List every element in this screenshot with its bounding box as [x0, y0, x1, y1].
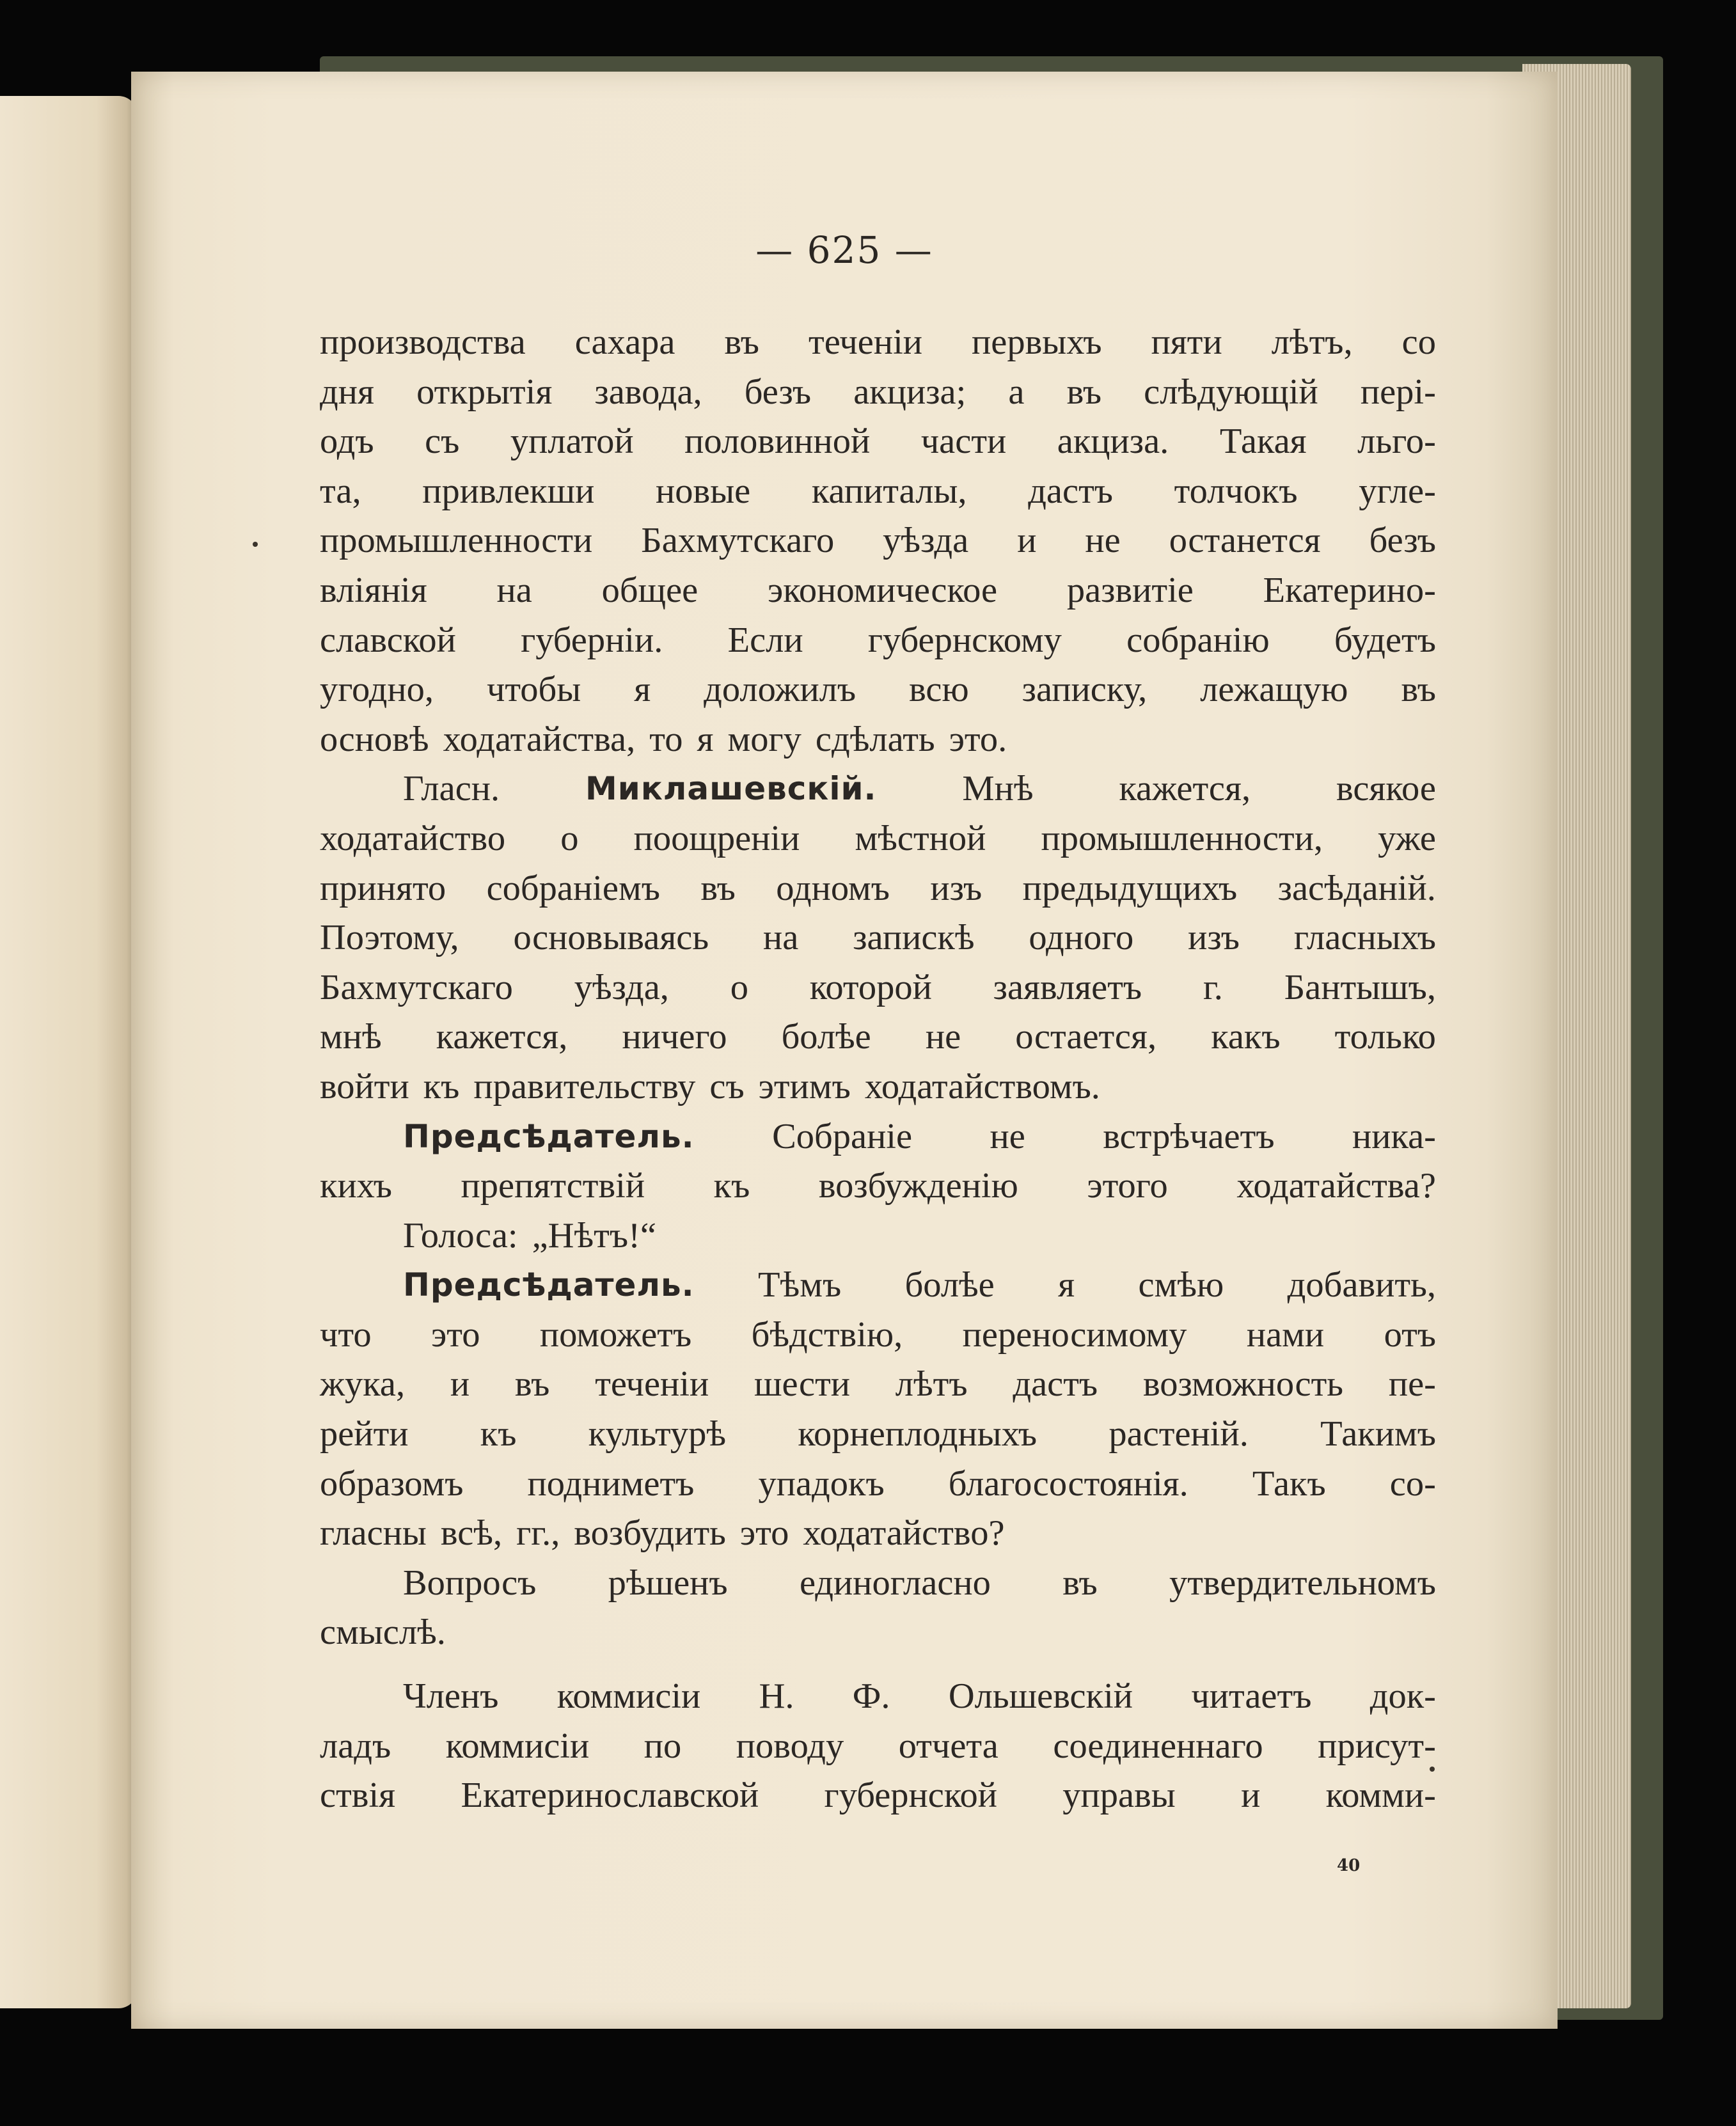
word: Екатерино-	[1263, 570, 1436, 610]
word: соединеннаго	[1053, 1726, 1263, 1766]
word: отчета	[898, 1726, 998, 1766]
word: Такъ	[1252, 1463, 1326, 1504]
word: присут-	[1318, 1726, 1436, 1766]
word: могу	[727, 719, 801, 759]
word: останется	[1169, 521, 1321, 561]
word: я	[634, 670, 651, 710]
word: растеній.	[1109, 1414, 1249, 1454]
word: уѣзда,	[574, 967, 669, 1007]
word: г.	[1203, 967, 1223, 1007]
text-line	[320, 1360, 1436, 1410]
word: ствія	[320, 1776, 396, 1816]
word: не	[1085, 521, 1121, 561]
text-line	[320, 963, 1436, 1013]
word: это	[739, 1513, 789, 1554]
word: уѣзда	[883, 521, 969, 561]
text-line	[320, 864, 1436, 914]
word: со	[1401, 322, 1436, 362]
word: основѣ	[320, 719, 429, 759]
word: та,	[320, 471, 361, 511]
word: корнеплодныхъ	[798, 1414, 1038, 1454]
paragraph-gap	[320, 1658, 1436, 1672]
word: Гласн.	[403, 769, 500, 809]
word: губернской	[824, 1776, 997, 1816]
word: и	[1017, 521, 1037, 561]
word: этого	[1087, 1166, 1168, 1206]
text-line	[320, 1559, 1436, 1609]
word: засѣданій.	[1277, 868, 1436, 908]
word: губерніи.	[521, 620, 663, 660]
word: съ	[709, 1066, 745, 1106]
word: Ф.	[852, 1676, 890, 1717]
word: части	[920, 421, 1007, 462]
word: предыдущихъ	[1022, 868, 1238, 908]
word: Бахмутскаго	[320, 967, 513, 1007]
word: остается,	[1015, 1017, 1157, 1057]
word: это	[431, 1314, 480, 1355]
text-line	[320, 1509, 1436, 1559]
word: одного	[1029, 918, 1134, 958]
word: что	[320, 1314, 372, 1355]
word: рѣшенъ	[608, 1563, 728, 1603]
word: Вопросъ	[403, 1563, 537, 1603]
text-line	[320, 1112, 1436, 1162]
word: ника-	[1352, 1116, 1436, 1156]
text-line	[320, 1311, 1436, 1360]
text-line	[320, 318, 1436, 368]
ink-speck	[253, 542, 258, 547]
word: запискѣ	[853, 918, 975, 958]
word: лежащую	[1200, 670, 1348, 710]
word: какъ	[1211, 1017, 1281, 1057]
word: губернскому	[867, 620, 1062, 660]
word: къ	[713, 1166, 750, 1206]
word: собранію	[1126, 620, 1270, 660]
word: комми-	[1325, 1776, 1436, 1816]
word: препятствій	[461, 1166, 645, 1206]
page-number: — 625 —	[755, 228, 933, 272]
word: уже	[1378, 818, 1436, 858]
word: пяти	[1151, 322, 1222, 362]
word: основываясь	[513, 918, 709, 958]
word: только	[1334, 1017, 1436, 1057]
word: Тѣмъ	[758, 1265, 842, 1305]
ink-speck	[1430, 1767, 1435, 1772]
text-line	[320, 1771, 1436, 1821]
text-line	[320, 764, 1436, 814]
text-line	[320, 1722, 1436, 1772]
text-line	[320, 368, 1436, 418]
word: дня	[320, 372, 374, 412]
word: теченіи	[595, 1364, 709, 1405]
word: Н.	[759, 1676, 794, 1717]
word: войти	[320, 1066, 409, 1106]
word: гласныхъ	[1293, 918, 1436, 958]
text-line	[320, 1410, 1436, 1460]
word: по	[643, 1726, 682, 1766]
word: съ	[425, 421, 460, 462]
word: добавить,	[1287, 1265, 1436, 1305]
word: слѣдующій	[1144, 372, 1318, 412]
word: изъ	[1188, 918, 1240, 958]
word: о	[560, 818, 579, 858]
word: первыхъ	[972, 322, 1102, 362]
word: въ	[724, 322, 759, 362]
word: поводу	[736, 1726, 844, 1766]
word: ходатайства?	[1236, 1166, 1436, 1206]
text-line	[320, 1211, 1436, 1261]
word: ходатайство	[320, 818, 506, 858]
word: въ	[1401, 670, 1436, 710]
word: промышленности,	[1041, 818, 1323, 858]
word: развитіе	[1066, 570, 1194, 610]
word: культурѣ	[588, 1414, 727, 1454]
word: ничего	[622, 1017, 727, 1057]
word: а	[1008, 372, 1025, 412]
word: кихъ	[320, 1166, 392, 1206]
word: управы	[1062, 1776, 1176, 1816]
speaker-name: Предсѣдатель.	[403, 1117, 695, 1155]
text-line	[320, 715, 1436, 765]
word: теченіи	[809, 322, 923, 362]
word: акциза;	[853, 372, 967, 412]
word: одномъ	[776, 868, 890, 908]
word: док-	[1369, 1676, 1436, 1717]
word: уплатой	[510, 421, 634, 462]
word: общее	[601, 570, 698, 610]
word: упадокъ	[758, 1463, 885, 1504]
text-line	[320, 1012, 1436, 1062]
word: лѣтъ,	[1271, 322, 1353, 362]
word: всякое	[1336, 769, 1436, 809]
word: безъ	[744, 372, 812, 412]
word: льго-	[1357, 421, 1436, 462]
word: ходатайствомъ.	[864, 1066, 1100, 1106]
word: о	[730, 967, 748, 1007]
word: безъ	[1369, 521, 1436, 561]
text-line	[320, 1460, 1436, 1509]
word: правительству	[473, 1066, 696, 1106]
text-line	[320, 1608, 1436, 1658]
word: Ольшевскій	[948, 1676, 1133, 1717]
word: жука,	[320, 1364, 406, 1405]
text-line	[320, 1161, 1436, 1211]
word: записку,	[1022, 670, 1148, 710]
word: образомъ	[320, 1463, 464, 1504]
word: шести	[754, 1364, 850, 1405]
word: въ	[700, 868, 736, 908]
word: въ	[1062, 1563, 1098, 1603]
word: этимъ	[758, 1066, 851, 1106]
word: поможетъ	[539, 1314, 692, 1355]
text-line	[320, 566, 1436, 616]
page-text	[320, 318, 1436, 1821]
word: благосостоянія.	[948, 1463, 1188, 1504]
word: встрѣчаетъ	[1103, 1116, 1275, 1156]
word: читаетъ	[1191, 1676, 1312, 1717]
word: это.	[949, 719, 1007, 759]
word: изъ	[930, 868, 982, 908]
word: возбужденію	[818, 1166, 1018, 1206]
word: акциза.	[1057, 421, 1169, 462]
word: Если	[727, 620, 803, 660]
word: бѣдствію,	[751, 1314, 903, 1355]
word: вліянія	[320, 570, 427, 610]
word: со-	[1389, 1463, 1436, 1504]
word: Екатеринославской	[461, 1776, 759, 1816]
book-page	[131, 72, 1558, 2029]
word: дастъ	[1028, 471, 1113, 511]
text-line	[320, 516, 1436, 566]
signature-mark: 40	[1337, 1856, 1361, 1875]
word: переносимому	[962, 1314, 1187, 1355]
word: въ	[514, 1364, 550, 1405]
word: гг.,	[516, 1513, 560, 1554]
word: принято	[320, 868, 446, 908]
text-line	[320, 1062, 1436, 1112]
word: мѣстной	[855, 818, 986, 858]
word: гласны	[320, 1513, 427, 1554]
word: „Нѣтъ!“	[532, 1215, 656, 1256]
word: то	[649, 719, 683, 759]
word: всю	[909, 670, 969, 710]
word: возможность	[1142, 1364, 1344, 1405]
word: собраніемъ	[486, 868, 660, 908]
word: ходатайство?	[803, 1513, 1005, 1554]
text-line	[320, 913, 1436, 963]
word: кажется,	[1119, 769, 1251, 809]
word: Такая	[1219, 421, 1307, 462]
text-line	[320, 467, 1436, 517]
word: угодно,	[320, 670, 434, 710]
text-line	[320, 814, 1436, 864]
word: завода,	[594, 372, 702, 412]
word: угле-	[1359, 471, 1436, 511]
word: мнѣ	[320, 1017, 382, 1057]
word: половинной	[684, 421, 871, 462]
word: Мнѣ	[962, 769, 1034, 809]
word: экономическое	[768, 570, 998, 610]
word: отъ	[1384, 1314, 1436, 1355]
word: болѣе	[904, 1265, 995, 1305]
word: которой	[809, 967, 932, 1007]
text-line	[320, 1261, 1436, 1311]
word: дастъ	[1013, 1364, 1098, 1405]
word: коммисіи	[556, 1676, 701, 1717]
word: на	[763, 918, 799, 958]
word: смѣю	[1138, 1265, 1224, 1305]
word: славской	[320, 620, 456, 660]
word: заявляетъ	[993, 967, 1142, 1007]
word: и	[450, 1364, 470, 1405]
word: и	[1241, 1776, 1261, 1816]
word: новые	[656, 471, 751, 511]
word: сахара	[574, 322, 675, 362]
word: промышленности	[320, 521, 593, 561]
word: производства	[320, 322, 526, 362]
word: будетъ	[1334, 620, 1436, 660]
word: болѣе	[781, 1017, 871, 1057]
word: коммисіи	[445, 1726, 590, 1766]
word: не	[925, 1017, 961, 1057]
word: ладъ	[320, 1726, 391, 1766]
word: лѣтъ	[895, 1364, 968, 1405]
word: Поэтому,	[320, 918, 459, 958]
text-line	[320, 665, 1436, 715]
word: толчокъ	[1174, 471, 1298, 511]
word: Такимъ	[1320, 1414, 1436, 1454]
text-line	[320, 417, 1436, 467]
word: смыслѣ.	[320, 1612, 446, 1653]
facing-page-edge	[0, 96, 138, 2008]
word: въ	[1066, 372, 1102, 412]
speaker-name: Предсѣдатель.	[403, 1266, 695, 1304]
word: кажется,	[436, 1017, 568, 1057]
speaker-name: Миклашевскій.	[585, 770, 877, 808]
word: Голоса:	[403, 1215, 518, 1256]
word: пері-	[1360, 372, 1436, 412]
word: къ	[480, 1414, 517, 1454]
word: Бантышъ,	[1284, 967, 1436, 1007]
word: Собраніе	[772, 1116, 913, 1156]
word: открытія	[416, 372, 553, 412]
word: Бахмутскаго	[641, 521, 835, 561]
word: я	[1058, 1265, 1075, 1305]
word: я	[697, 719, 714, 759]
word: Членъ	[403, 1676, 499, 1717]
word: чтобы	[486, 670, 581, 710]
word: нами	[1246, 1314, 1325, 1355]
word: всѣ,	[440, 1513, 503, 1554]
word: одъ	[320, 421, 374, 462]
word: не	[990, 1116, 1025, 1156]
word: на	[496, 570, 532, 610]
text-line	[320, 616, 1436, 666]
text-line	[320, 1672, 1436, 1722]
word: доложилъ	[704, 670, 856, 710]
word: сдѣлать	[815, 719, 935, 759]
word: къ	[423, 1066, 460, 1106]
word: пе-	[1388, 1364, 1436, 1405]
word: ходатайства,	[443, 719, 636, 759]
word: капиталы,	[811, 471, 967, 511]
word: поощреніи	[633, 818, 800, 858]
word: утвердительномъ	[1169, 1563, 1436, 1603]
word: подниметъ	[527, 1463, 695, 1504]
word: возбудить	[574, 1513, 726, 1554]
word: рейти	[320, 1414, 409, 1454]
word: единогласно	[799, 1563, 991, 1603]
word: привлекши	[422, 471, 595, 511]
